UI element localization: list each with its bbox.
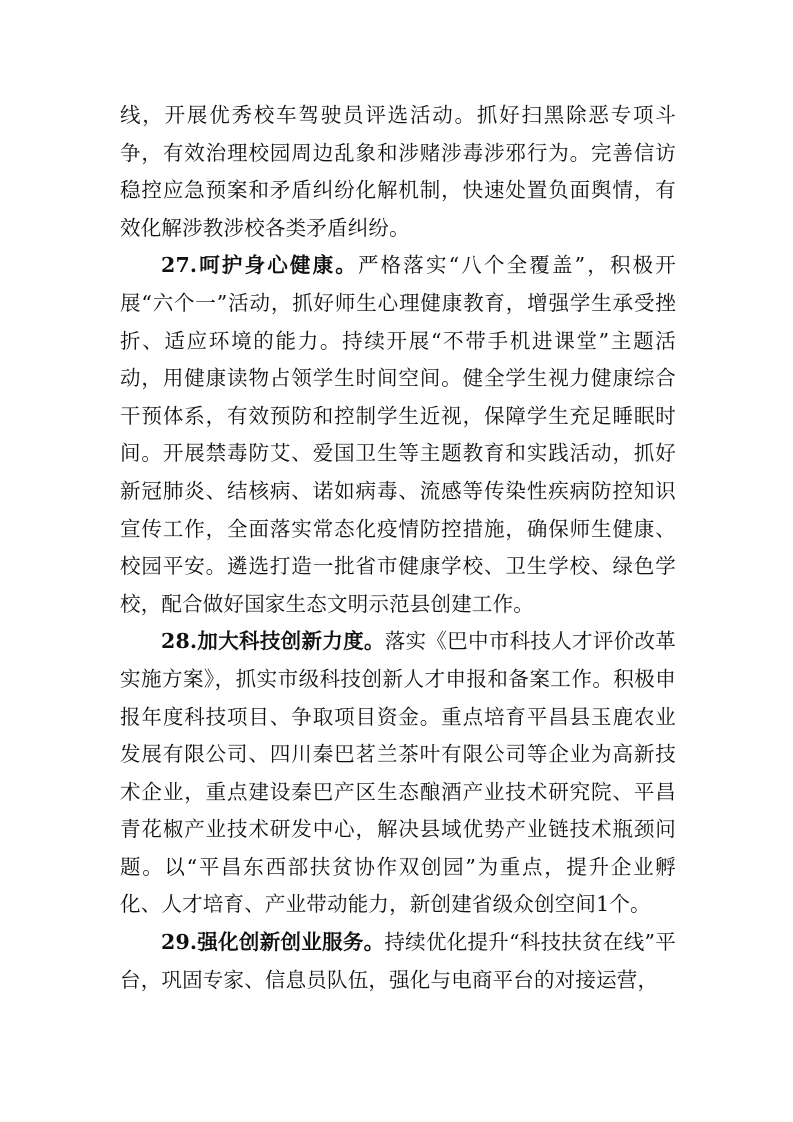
paragraph-continuation [120,97,676,247]
paragraph-heading: 27.呵护身心健康。 [161,253,358,278]
paragraph-heading: 28.加大科技创新力度。 [161,629,385,654]
document-body [120,97,676,999]
paragraph-text: 线，开展优秀校车驾驶员评选活动。抓好扫黑除恶专项斗争，有效治理校园周边乱象和涉赌涉毒涉邪行为。完善信访稳控应急预案和矛盾纠纷化解机制，快速处置负面舆情，有效化解涉教涉校各类矛盾纠纷。 [120,103,676,240]
paragraph-text: 持续优化提升“科技扶贫在线”平台，巩固专家、信息员队伍，强化与电商平台的对接运营， [120,930,676,992]
paragraph-text: 严格落实“八个全覆盖”，积极开展“六个一”活动，抓好师生心理健康教育，增强学生承受挫折、适应环境的能力。持续开展“不带手机进课堂”主题活动，用健康读物占领学生时间空间。健全学生视力健康综合干预体系，有效预防和控制学生近视，保障学生充足睡眠时间。开展禁毒防艾、爱国卫生等主题教育和实践活动，抓好新冠肺炎、结核病、诺如病毒、流感等传染性疾病防控知识宣传工作，全面落实常态化疫情防控措施，确保师生健康、校园平安。遴选打造一批省市健康学校、卫生学校、绿色学校，配合做好国家生态文明示范县创建工作。 [120,253,676,616]
paragraph-heading: 29.强化创新创业服务。 [161,930,385,955]
paragraph-item-28 [120,623,676,924]
paragraph-item-27 [120,247,676,623]
paragraph-text: 落实《巴中市科技人才评价改革实施方案》，抓实市级科技创新人才申报和备案工作。积极申报年度科技项目、争取项目资金。重点培育平昌县玉鹿农业发展有限公司、四川秦巴茗兰茶叶有限公司等企业为高新技术企业，重点建设秦巴产区生态酿酒产业技术研究院、平昌青花椒产业技术研发中心，解决县域优势产业链技术瓶颈问题。以“平昌东西部扶贫协作双创园”为重点，提升企业孵化、人才培育、产业带动能力，新创建省级众创空间1个。 [120,629,676,917]
paragraph-item-29 [120,924,676,999]
